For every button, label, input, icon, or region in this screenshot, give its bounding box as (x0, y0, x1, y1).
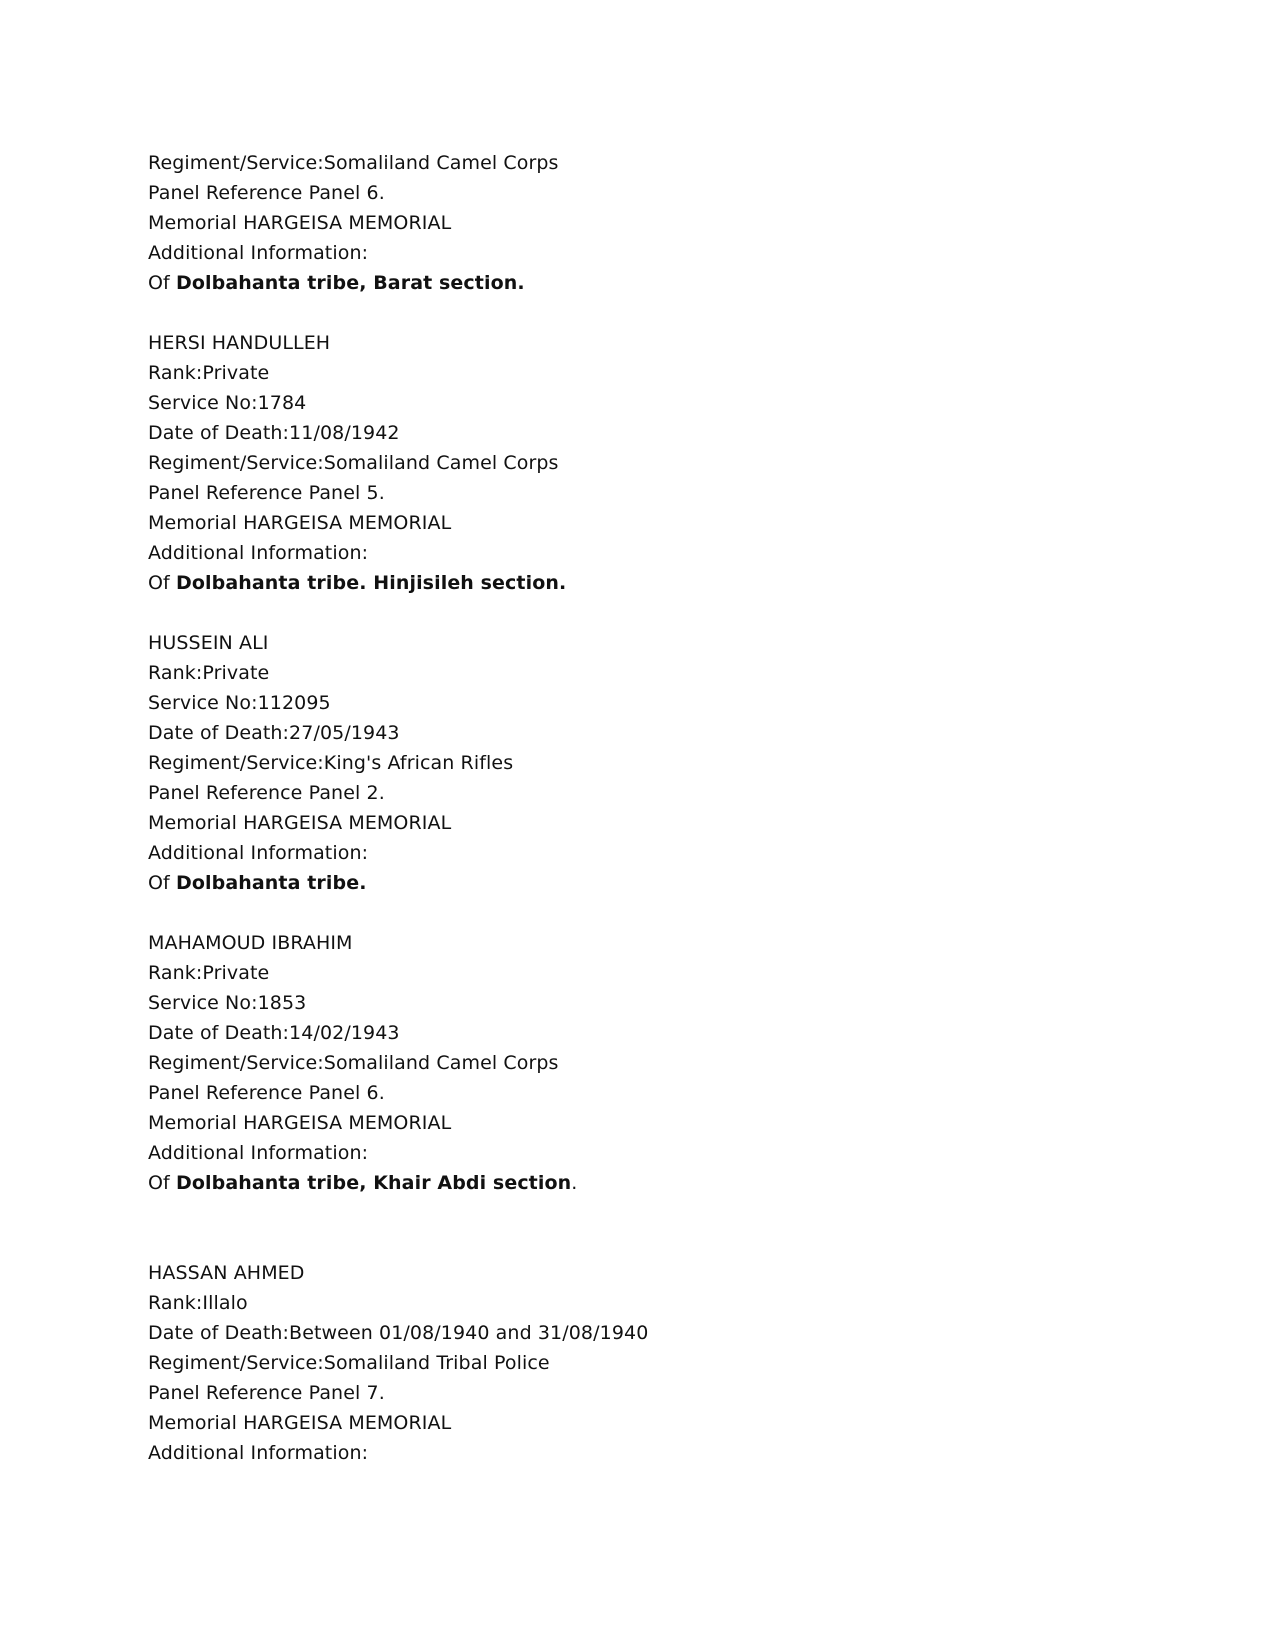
date-of-death-line: Date of Death:Between 01/08/1940 and 31/08/1940 (148, 1322, 649, 1344)
spacer (148, 1198, 1148, 1258)
regiment-line: Regiment/Service:Somaliland Tribal Police (148, 1352, 550, 1374)
memorial-line: Memorial HARGEISA MEMORIAL (148, 1112, 452, 1134)
additional-info-text (148, 1168, 1148, 1198)
additional-info-suffix: . (571, 1172, 578, 1194)
memorial-line: Memorial HARGEISA MEMORIAL (148, 212, 452, 234)
record-entry (148, 928, 1148, 1198)
rank-line: Rank:Private (148, 962, 270, 984)
record-entry (148, 1258, 1148, 1468)
person-name: HASSAN AHMED (148, 1262, 305, 1284)
panel-reference-line: Panel Reference Panel 2. (148, 782, 385, 804)
record-entry (148, 628, 1148, 898)
additional-info-text (148, 568, 1148, 598)
regiment-line: Regiment/Service:King's African Rifles (148, 752, 514, 774)
memorial-line: Memorial HARGEISA MEMORIAL (148, 1412, 452, 1434)
service-number-line: Service No:1853 (148, 992, 307, 1014)
panel-reference-line: Panel Reference Panel 7. (148, 1382, 385, 1404)
date-of-death-line: Date of Death:14/02/1943 (148, 1022, 400, 1044)
spacer (148, 298, 1148, 328)
record-fragment (148, 148, 1148, 298)
document-page (148, 148, 1148, 1468)
additional-info-text (148, 868, 1148, 898)
regiment-line: Regiment/Service:Somaliland Camel Corps (148, 452, 559, 474)
panel-reference-line: Panel Reference Panel 5. (148, 482, 385, 504)
memorial-line: Memorial HARGEISA MEMORIAL (148, 812, 452, 834)
record-entry (148, 328, 1148, 598)
rank-line: Rank:Private (148, 662, 270, 684)
panel-reference-line: Panel Reference Panel 6. (148, 1082, 385, 1104)
additional-info-label: Additional Information: (148, 1442, 369, 1464)
spacer (148, 598, 1148, 628)
spacer (148, 898, 1148, 928)
rank-line: Rank:Private (148, 362, 270, 384)
service-number-line: Service No:112095 (148, 692, 331, 714)
additional-info-bold: Dolbahanta tribe. Hinjisileh section. (175, 572, 567, 594)
additional-info-bold: Dolbahanta tribe. (175, 872, 367, 894)
regiment-line: Regiment/Service:Somaliland Camel Corps (148, 1052, 559, 1074)
date-of-death-line: Date of Death:27/05/1943 (148, 722, 400, 744)
additional-info-label: Additional Information: (148, 1142, 369, 1164)
regiment-line: Regiment/Service:Somaliland Camel Corps (148, 152, 559, 174)
additional-info-prefix: Of (148, 572, 176, 594)
additional-info-prefix: Of (148, 1172, 176, 1194)
person-name: HERSI HANDULLEH (148, 332, 331, 354)
person-name: HUSSEIN ALI (148, 632, 269, 654)
person-name: MAHAMOUD IBRAHIM (148, 932, 353, 954)
service-number-line: Service No:1784 (148, 392, 307, 414)
additional-info-label: Additional Information: (148, 542, 369, 564)
panel-reference-line: Panel Reference Panel 6. (148, 182, 385, 204)
date-of-death-line: Date of Death:11/08/1942 (148, 422, 400, 444)
additional-info-text (148, 268, 1148, 298)
additional-info-prefix: Of (148, 872, 176, 894)
additional-info-label: Additional Information: (148, 242, 369, 264)
memorial-line: Memorial HARGEISA MEMORIAL (148, 512, 452, 534)
additional-info-label: Additional Information: (148, 842, 369, 864)
additional-info-bold: Dolbahanta tribe, Khair Abdi section (175, 1172, 572, 1194)
additional-info-bold: Dolbahanta tribe, Barat section. (175, 272, 525, 294)
additional-info-prefix: Of (148, 272, 176, 294)
rank-line: Rank:Illalo (148, 1292, 248, 1314)
